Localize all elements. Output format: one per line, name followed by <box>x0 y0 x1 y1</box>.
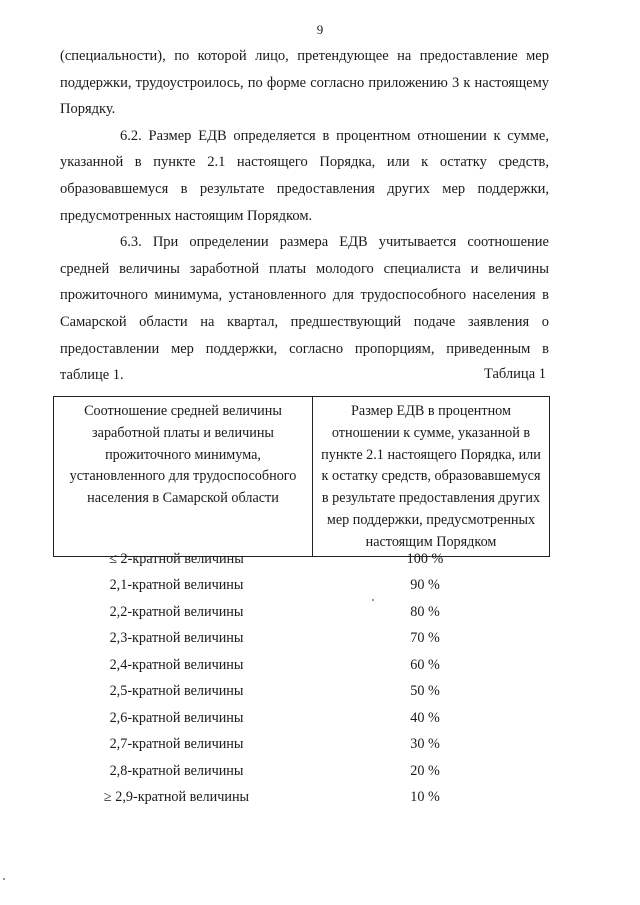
paragraph-continuation: (специальности), по которой лицо, претендующее на предоставление мер поддержки, трудоустроилось, по форме согласно приложению 3 к настоящему Порядку. <box>60 48 549 118</box>
table-header <box>53 396 550 557</box>
table-row <box>53 546 550 573</box>
size-cell: 80 % <box>410 603 440 620</box>
table-row <box>53 679 550 706</box>
size-cell: 10 % <box>410 789 440 806</box>
header-cell-size: Размер ЕДВ в процентном отношении к сумме, указанной в пункте 2.1 настоящего Порядка, или к остатку средств, образовавшемуся в результате предоставления других мер поддержки, предусмотренных настоящим Порядком <box>313 397 550 557</box>
table-row <box>53 573 550 600</box>
size-cell: 70 % <box>410 630 440 647</box>
size-cell: 40 % <box>410 709 440 726</box>
ratio-cell: 2,5-кратной величины <box>109 683 244 700</box>
ratio-cell: 2,7-кратной величины <box>109 736 244 753</box>
table-row <box>53 732 550 759</box>
ratio-cell: 2,1-кратной величины <box>109 577 244 594</box>
ratio-cell: ≤ 2-кратной величины <box>109 550 244 567</box>
table-row <box>53 785 550 812</box>
ratio-cell: 2,6-кратной величины <box>109 709 244 726</box>
scan-speck <box>3 878 5 880</box>
size-cell: 100 % <box>406 550 444 567</box>
table-row <box>53 758 550 785</box>
table-body <box>53 546 550 811</box>
table-row <box>53 652 550 679</box>
ratio-cell: ≥ 2,9-кратной величины <box>103 789 250 806</box>
size-cell: 20 % <box>410 762 440 779</box>
table-caption: Таблица 1 <box>483 366 546 382</box>
table-row <box>53 626 550 653</box>
page-number: 9 <box>316 22 324 37</box>
header-cell-ratio: Соотношение средней величины заработной платы и величины прожиточного минимума, установленного для трудоспособного населения в Самарской области <box>54 397 313 557</box>
body-text <box>60 43 549 389</box>
size-cell: 30 % <box>410 736 440 753</box>
ratio-cell: 2,8-кратной величины <box>109 762 244 779</box>
table-row <box>53 705 550 732</box>
size-cell: 50 % <box>410 683 440 700</box>
ratio-cell: 2,2-кратной величины <box>109 603 244 620</box>
paragraph-6-3: 6.3. При определении размера ЕДВ учитывается соотношение средней величины заработной платы молодого специалиста и величины прожиточного минимума, установленного для трудоспособного населения в Самарской области на квартал, предшествующий подаче заявления о предоставлении мер поддержки, согласно пропорциям, приведенным в таблице 1. <box>60 234 549 384</box>
size-cell: 60 % <box>410 656 440 673</box>
ratio-cell: 2,4-кратной величины <box>109 656 244 673</box>
paragraph-6-2: 6.2. Размер ЕДВ определяется в процентном отношении к сумме, указанной в пункте 2.1 настоящего Порядка, или к остатку средств, образовавшемуся в результате предоставления других мер поддержки, предусмотренных настоящим Порядком. <box>60 127 549 224</box>
table-row <box>53 599 550 626</box>
ratio-cell: 2,3-кратной величины <box>109 630 244 647</box>
size-cell: 90 % <box>410 577 440 594</box>
scan-speck <box>372 599 374 601</box>
